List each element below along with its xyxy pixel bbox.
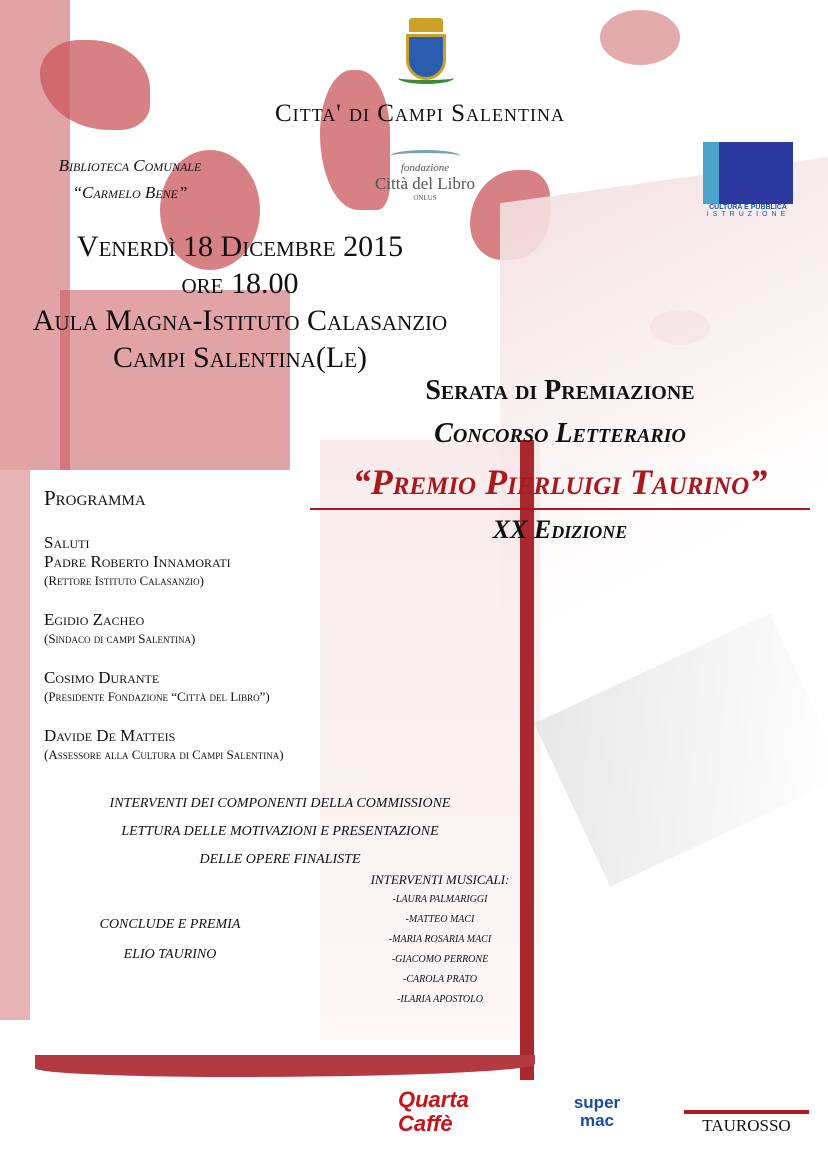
program-item-name: Cosimo Durante (44, 668, 160, 687)
event-info (0, 228, 480, 376)
event-place: Campi Salentina(Le) (113, 341, 367, 374)
city-name: Citta' di Campi Salentina (274, 100, 566, 127)
fondazione-sub: ONLUS (413, 194, 437, 202)
program-item (44, 610, 364, 648)
title-block (300, 370, 820, 550)
fondazione-main: Città del Libro (374, 174, 476, 193)
intervention-line: LETTURA DELLE MOTIVAZIONI E PRESENTAZIONE (121, 824, 439, 839)
title-line1: Serata di Premiazione (425, 375, 695, 406)
program-item-name: Egidio Zacheo (44, 610, 145, 629)
sponsor-taurosso-logo: TAUROSSO (684, 1110, 809, 1136)
program-item-role: (Assessore alla Cultura di Campi Salentina) (44, 747, 284, 762)
program-item-role: (Sindaco di campi Salentina) (44, 631, 196, 646)
city-crest-logo (398, 18, 454, 98)
concludes (80, 910, 260, 970)
edition: XX Edizione (492, 515, 628, 544)
music-heading: INTERVENTI MUSICALI: (370, 872, 510, 887)
library-line1: Biblioteca Comunale (58, 156, 202, 175)
library-name (20, 152, 240, 206)
program (44, 486, 364, 764)
assessorato-logo (698, 142, 798, 218)
concludes-line: CONCLUDE E PREMIA (99, 917, 241, 932)
sponsor-quarta-logo: Quarta Caffè (398, 1087, 469, 1136)
program-heading: Programma (44, 486, 146, 510)
performer: -MATTEO MACI (405, 914, 475, 925)
music-block (355, 870, 525, 1010)
program-item-name: Saluti (44, 533, 90, 552)
interventions (60, 790, 500, 874)
assessorato-line2: ISTRUZIONE (706, 211, 790, 218)
event-date: Venerdì 18 Dicembre 2015 (76, 230, 404, 263)
performer: -MARIA ROSARIA MACI (388, 934, 492, 945)
title-line2: Concorso Letterario (434, 418, 686, 449)
program-item (44, 668, 364, 706)
intervention-line: INTERVENTI DEI COMPONENTI DELLA COMMISSIONE (109, 796, 451, 811)
program-item-role: (Presidente Fondazione “Città del Libro”) (44, 689, 270, 704)
performer: -CAROLA PRATO (403, 974, 477, 985)
awarder-name: ELIO TAURINO (123, 947, 217, 962)
library-line2: “Carmelo Bene” (72, 183, 188, 202)
sponsor-supermac-logo: super mac (573, 1093, 621, 1130)
fondazione-logo (360, 150, 490, 202)
performer: -ILARIA APOSTOLO (397, 994, 483, 1005)
book-icon (390, 150, 460, 162)
program-item (44, 533, 364, 590)
fondazione-small: fondazione (400, 162, 450, 174)
prize-name: “Premio Pierluigi Taurino” (310, 456, 810, 510)
event-venue: Aula Magna-Istituto Calasanzio (32, 304, 448, 337)
performer: -LAURA PALMARIGGI (392, 894, 488, 905)
program-item (44, 726, 364, 764)
program-item-role: (Rettore Istituto Calasanzio) (44, 573, 204, 588)
assessorato-line1: CULTURA E PUBBLICA (709, 204, 787, 211)
program-item-name2: Padre Roberto Innamorati (44, 552, 231, 571)
intervention-line: DELLE OPERE FINALISTE (199, 852, 361, 867)
program-item-name: Davide De Matteis (44, 726, 176, 745)
event-time: ore 18.00 (181, 267, 299, 300)
performer: -GIACOMO PERRONE (391, 954, 489, 965)
